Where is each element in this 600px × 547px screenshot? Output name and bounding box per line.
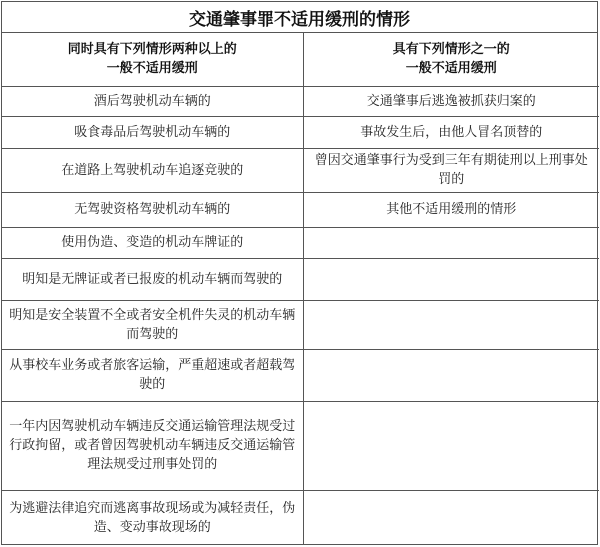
row-6-right [303, 258, 599, 300]
row-4-left: 无驾驶资格驾驶机动车辆的 [2, 192, 303, 227]
table-row [2, 349, 599, 401]
row-3-right: 曾因交通肇事行为受到三年有期徒刑以上刑事处罚的 [303, 148, 599, 192]
row-10-right [303, 490, 599, 545]
row-1-left: 酒后驾驶机动车辆的 [2, 86, 303, 116]
table-row [2, 192, 599, 227]
row-9-left: 一年内因驾驶机动车辆违反交通运输管理法规受过行政拘留，或者曾因驾驶机动车辆违反交通运输管理法规受过刑事处罚的 [2, 401, 303, 490]
header-right-line1: 具有下列情形之一的 [392, 42, 510, 58]
table-title: 交通肇事罪不适用缓刑的情形 [2, 2, 597, 33]
table-row [2, 401, 599, 490]
table-row [2, 490, 599, 545]
row-4-right: 其他不适用缓刑的情形 [303, 192, 599, 227]
header-right-line2: 一般不适用缓刑 [405, 61, 497, 77]
row-2-right: 事故发生后，由他人冒名顶替的 [303, 116, 599, 148]
row-5-right [303, 227, 599, 258]
row-3-left: 在道路上驾驶机动车追逐竞驶的 [2, 148, 303, 192]
table-row [2, 116, 599, 148]
table-row [2, 300, 599, 349]
table-row [2, 86, 599, 116]
table-row [2, 148, 599, 192]
row-7-right [303, 300, 599, 349]
row-8-right [303, 349, 599, 401]
row-1-right: 交通肇事后逃逸被抓获归案的 [303, 86, 599, 116]
table-row [2, 258, 599, 300]
row-8-left: 从事校车业务或者旅客运输，严重超速或者超载驾驶的 [2, 349, 303, 401]
row-6-left: 明知是无牌证或者已报废的机动车辆而驾驶的 [2, 258, 303, 300]
header-right [303, 33, 599, 86]
header-left [2, 33, 303, 86]
header-left-line2: 一般不适用缓刑 [106, 61, 198, 77]
row-5-left: 使用伪造、变造的机动车牌证的 [2, 227, 303, 258]
table-row [2, 227, 599, 258]
row-2-left: 吸食毒品后驾驶机动车辆的 [2, 116, 303, 148]
header-left-line1: 同时具有下列情形两种以上的 [67, 42, 237, 58]
header-row [2, 33, 599, 86]
sentencing-table [2, 33, 599, 545]
row-10-left: 为逃避法律追究而逃离事故现场或为减轻责任，伪造、变动事故现场的 [2, 490, 303, 545]
row-9-right [303, 401, 599, 490]
row-7-left: 明知是安全装置不全或者安全机件失灵的机动车辆而驾驶的 [2, 300, 303, 349]
table-frame [1, 1, 598, 545]
